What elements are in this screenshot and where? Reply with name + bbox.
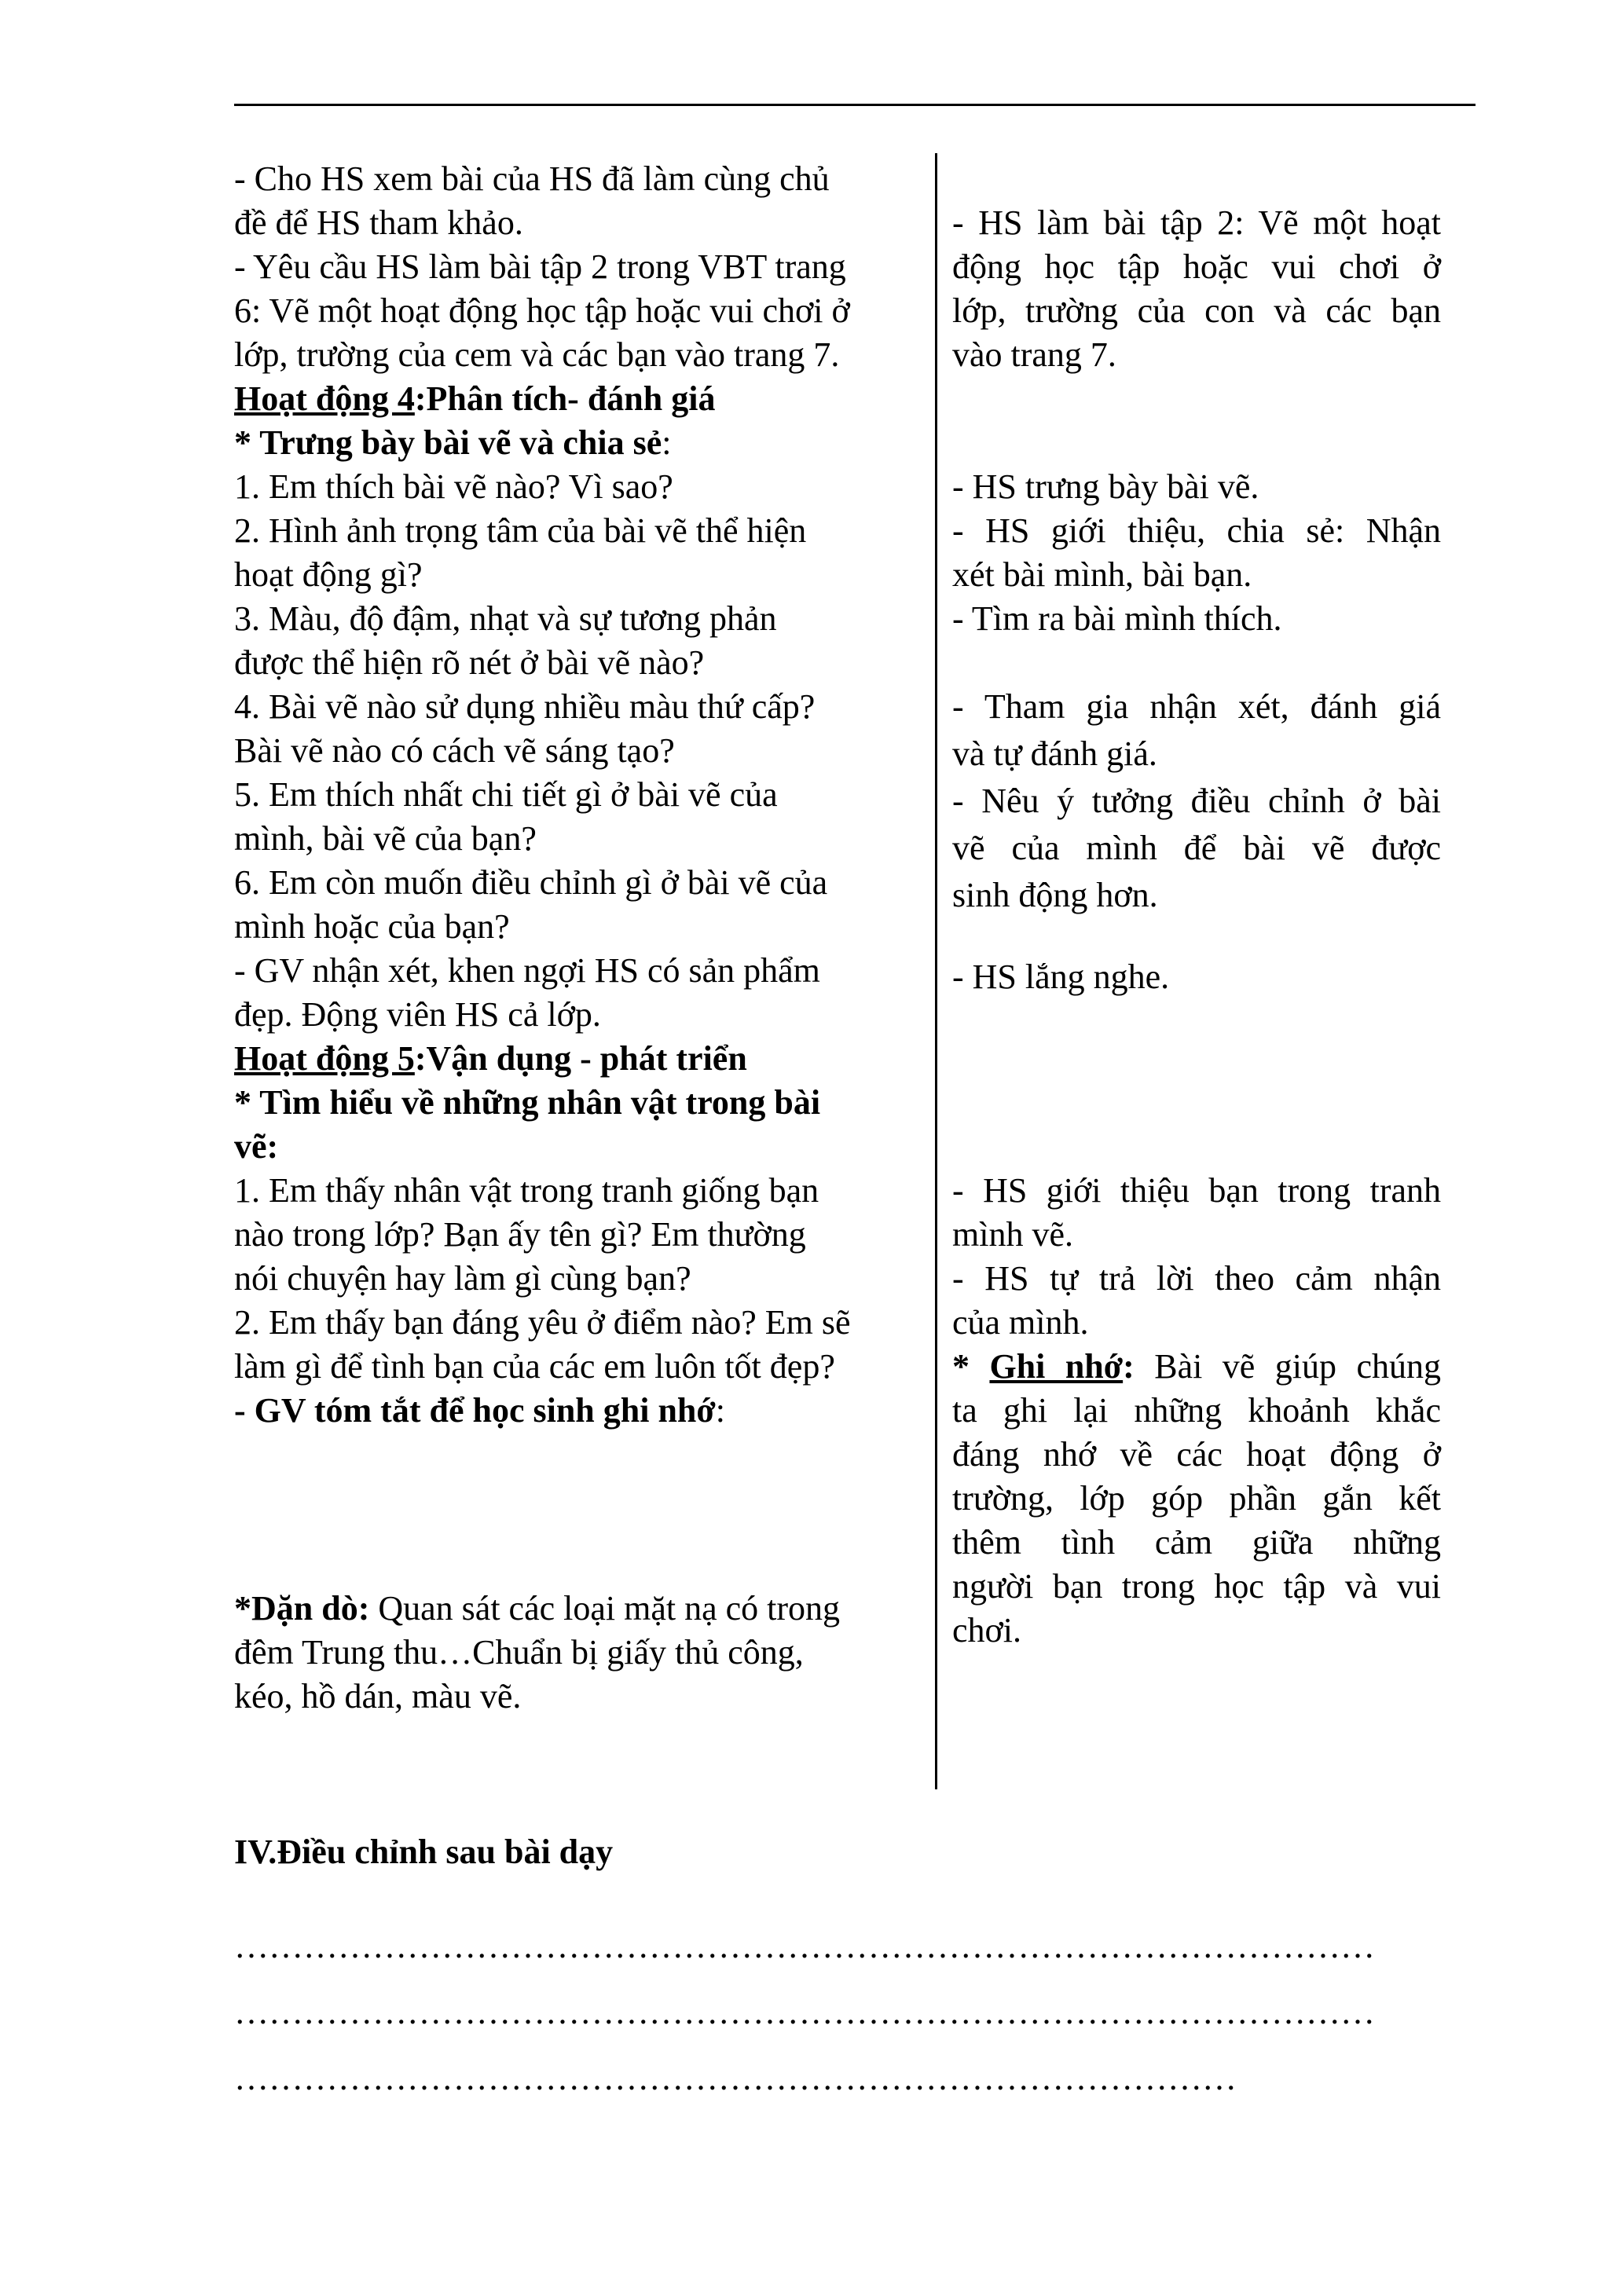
left-text: 6: Vẽ một hoạt động học tập hoặc vui chơi ở — [234, 291, 850, 330]
right-text: - Nêu ý tưởng điều chỉnh ở bài — [952, 782, 1441, 820]
left-text: - Yêu cầu HS làm bài tập 2 trong VBT trang — [234, 247, 846, 286]
left-bold: *Dặn dò: — [234, 1589, 370, 1628]
right-line — [952, 1345, 1441, 1389]
left-line — [234, 333, 839, 377]
left-text: 2. Hình ảnh trọng tâm của bài vẽ thể hiện — [234, 511, 807, 550]
left-line — [234, 377, 715, 421]
header-rule — [234, 104, 1476, 106]
right-bold: * — [952, 1347, 990, 1386]
right-text: - HS trưng bày bài vẽ. — [952, 467, 1259, 506]
left-bold: * Trưng bày bài vẽ và chia sẻ — [234, 423, 662, 462]
column-divider — [935, 153, 937, 1789]
right-text: ta ghi lại những khoảnh khắc — [952, 1391, 1441, 1430]
left-bold: vẽ: — [234, 1127, 279, 1166]
left-text: đẹp. Động viên HS cả lớp. — [234, 995, 601, 1034]
right-line — [952, 1477, 1441, 1521]
right-text: của mình. — [952, 1303, 1089, 1342]
right-line — [952, 1257, 1441, 1301]
left-line — [234, 1675, 521, 1719]
right-line — [952, 333, 1116, 377]
left-text: nào trong lớp? Bạn ấy tên gì? Em thường — [234, 1215, 806, 1254]
right-text: chơi. — [952, 1611, 1022, 1650]
left-text: 4. Bài vẽ nào sử dụng nhiều màu thứ cấp? — [234, 687, 816, 726]
right-line — [952, 1169, 1441, 1213]
right-bold-u: Ghi nhớ — [989, 1347, 1124, 1386]
right-text: - HS giới thiệu bạn trong tranh — [952, 1171, 1441, 1210]
left-text: hoạt động gì? — [234, 555, 423, 594]
left-text: 1. Em thấy nhân vật trong tranh giống bạn — [234, 1171, 819, 1210]
left-bold: * Tìm hiểu về những nhân vật trong bài — [234, 1083, 821, 1122]
left-line — [234, 465, 673, 509]
left-line — [234, 641, 704, 685]
left-line — [234, 729, 675, 773]
right-text: vào trang 7. — [952, 335, 1116, 374]
left-line — [234, 245, 846, 289]
right-bold2: : — [1123, 1347, 1135, 1386]
left-line — [234, 1301, 851, 1345]
left-line — [234, 421, 672, 465]
right-line — [952, 1609, 1021, 1653]
section-title: IV.Điều chỉnh sau bài dạy — [234, 1833, 614, 1871]
left-text: : — [715, 1391, 725, 1430]
right-text: trường, lớp góp phần gắn kết — [952, 1479, 1441, 1518]
dotted-line-2: ……………………………………………………………………………………… — [234, 1993, 1375, 2031]
left-line — [234, 1257, 691, 1301]
left-line — [234, 1213, 806, 1257]
left-text: 1. Em thích bài vẽ nào? Vì sao? — [234, 467, 673, 506]
right-line — [952, 826, 1441, 870]
right-text: - Tìm ra bài mình thích. — [952, 599, 1282, 638]
right-text: - Tham gia nhận xét, đánh giá — [952, 687, 1441, 726]
left-line — [234, 861, 827, 905]
left-line — [234, 993, 601, 1037]
left-text: Bài vẽ nào có cách vẽ sáng tạo? — [234, 731, 675, 770]
left-line — [234, 949, 820, 993]
right-line — [952, 1389, 1441, 1433]
left-line — [234, 157, 830, 201]
right-text: và tự đánh giá. — [952, 734, 1157, 773]
right-text: đáng nhớ về các hoạt động ở — [952, 1435, 1441, 1474]
right-text: thêm tình cảm giữa những — [952, 1523, 1441, 1562]
right-text: động học tập hoặc vui chơi ở — [952, 247, 1441, 286]
left-line — [234, 1037, 747, 1081]
left-head-b: :Phân tích- đánh giá — [414, 379, 716, 418]
right-line — [952, 1521, 1441, 1565]
left-line — [234, 1389, 725, 1433]
right-text: - HS lắng nghe. — [952, 958, 1170, 996]
right-line — [952, 289, 1441, 333]
right-line — [952, 1213, 1073, 1257]
left-line — [234, 289, 850, 333]
right-line — [952, 732, 1157, 776]
left-line — [234, 1081, 820, 1125]
right-line — [952, 955, 1169, 999]
left-text: 3. Màu, độ đậm, nhạt và sự tương phản — [234, 599, 777, 638]
right-line — [952, 1433, 1441, 1477]
dotted-line-3: …………………………………………………………………………… — [234, 2059, 1237, 2097]
left-line — [234, 773, 778, 817]
left-text: Quan sát các loại mặt nạ có trong — [369, 1589, 841, 1628]
right-text: - HS tự trả lời theo cảm nhận — [952, 1259, 1441, 1298]
left-line — [234, 817, 537, 861]
left-line — [234, 1169, 819, 1213]
right-line — [952, 245, 1441, 289]
left-line — [234, 905, 510, 949]
right-text: - HS làm bài tập 2: Vẽ một hoạt — [952, 203, 1441, 242]
right-line — [952, 1565, 1441, 1609]
left-line — [234, 1631, 804, 1675]
right-line — [952, 201, 1441, 245]
left-line — [234, 1587, 840, 1631]
right-text: lớp, trường của con và các bạn — [952, 291, 1441, 330]
left-line — [234, 1345, 835, 1389]
left-text: 6. Em còn muốn điều chỉnh gì ở bài vẽ của — [234, 863, 828, 902]
right-text: mình vẽ. — [952, 1215, 1073, 1254]
left-line — [234, 553, 423, 597]
left-line — [234, 201, 523, 245]
right-text: xét bài mình, bài bạn. — [952, 555, 1252, 594]
right-line — [952, 1301, 1089, 1345]
right-text: Bài vẽ giúp chúng — [1134, 1347, 1441, 1386]
right-line — [952, 685, 1441, 729]
dotted-line-1: ……………………………………………………………………………………… — [234, 1927, 1375, 1965]
left-text: nói chuyện hay làm gì cùng bạn? — [234, 1259, 691, 1298]
left-text: đêm Trung thu…Chuẩn bị giấy thủ công, — [234, 1633, 804, 1672]
left-line — [234, 509, 806, 553]
right-text: sinh động hơn. — [952, 876, 1158, 914]
right-text: người bạn trong học tập và vui — [952, 1567, 1441, 1606]
right-line — [952, 597, 1282, 641]
right-text: - HS giới thiệu, chia sẻ: Nhận — [952, 511, 1441, 550]
left-text: 2. Em thấy bạn đáng yêu ở điểm nào? Em sẽ — [234, 1303, 851, 1342]
left-head-u: Hoạt động 5 — [234, 1039, 415, 1078]
left-text: làm gì để tình bạn của các em luôn tốt đẹp? — [234, 1347, 835, 1386]
left-line — [234, 1125, 278, 1169]
left-text: - GV nhận xét, khen ngợi HS có sản phẩm — [234, 951, 820, 990]
right-line — [952, 509, 1441, 553]
left-text: mình hoặc của bạn? — [234, 907, 510, 946]
right-line — [952, 553, 1252, 597]
right-line — [952, 873, 1158, 917]
right-text: vẽ của mình để bài vẽ được — [952, 829, 1441, 867]
right-line — [952, 779, 1441, 823]
left-text: mình, bài vẽ của bạn? — [234, 819, 537, 858]
left-text: kéo, hồ dán, màu vẽ. — [234, 1677, 522, 1716]
left-bold: - GV tóm tắt để học sinh ghi nhớ — [234, 1391, 716, 1430]
left-line — [234, 597, 777, 641]
right-line — [952, 465, 1259, 509]
left-text: 5. Em thích nhất chi tiết gì ở bài vẽ của — [234, 775, 778, 814]
left-head-b: :Vận dụng - phát triển — [414, 1039, 747, 1078]
left-text: đề để HS tham khảo. — [234, 203, 523, 242]
left-text: lớp, trường của cem và các bạn vào trang 7. — [234, 335, 840, 374]
left-text: được thể hiện rõ nét ở bài vẽ nào? — [234, 643, 705, 682]
left-head-u: Hoạt động 4 — [234, 379, 415, 418]
left-text: - Cho HS xem bài của HS đã làm cùng chủ — [234, 159, 830, 198]
left-line — [234, 685, 815, 729]
left-text: : — [662, 423, 672, 462]
